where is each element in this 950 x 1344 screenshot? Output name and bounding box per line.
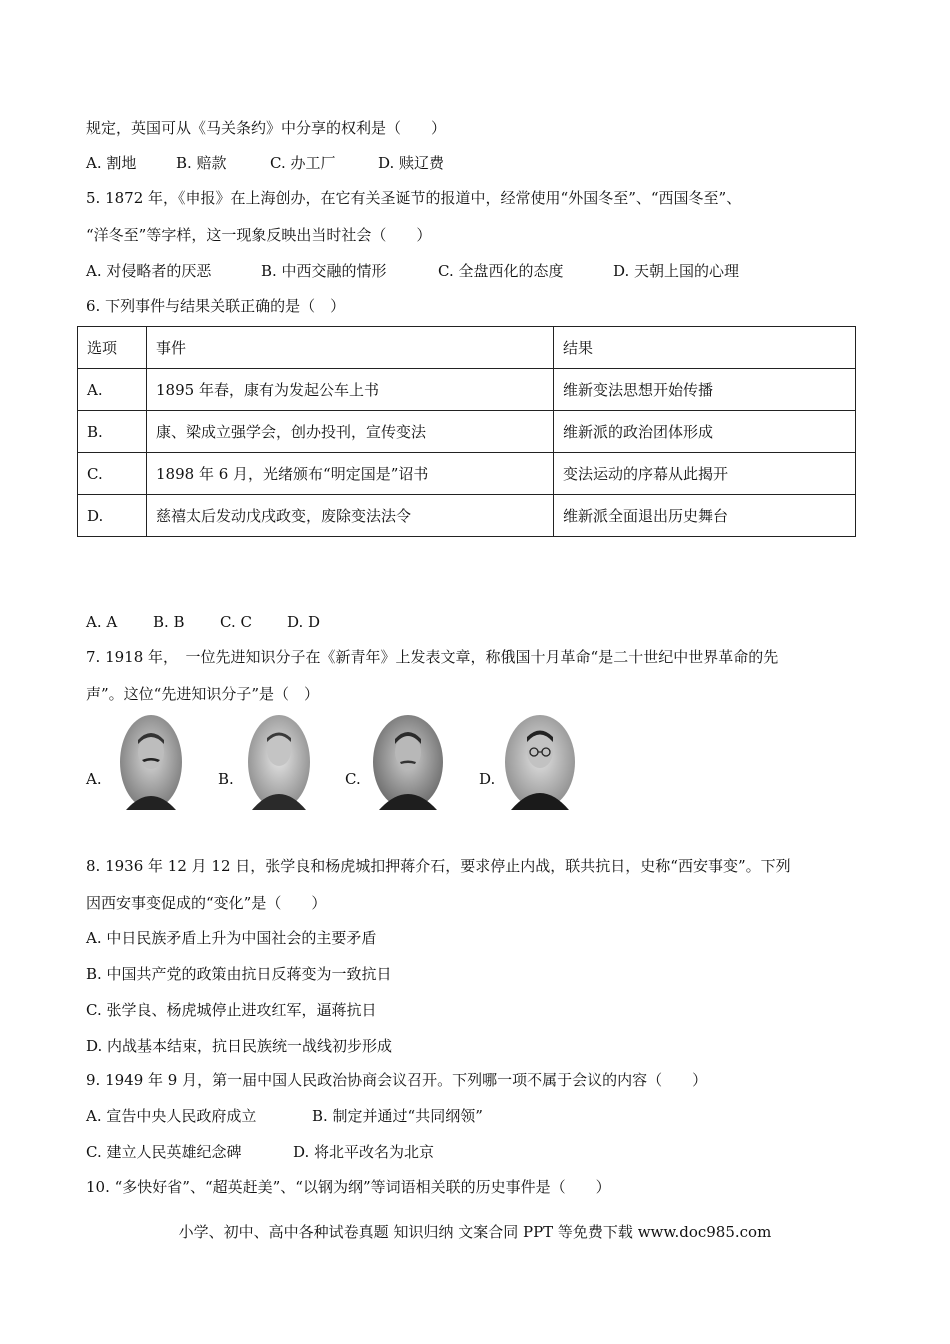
table-header-cell: 事件: [147, 327, 554, 369]
table-cell: C.: [78, 453, 147, 495]
table-header-row: [78, 327, 856, 369]
portrait-d-image: [503, 712, 577, 812]
question-4-options: [86, 153, 444, 173]
question-4-stem-tail: 规定，英国可从《马关条约》中分享的权利是（ ）: [86, 119, 447, 137]
question-7-portrait-options: [86, 712, 686, 816]
q6-option-c: C. C: [220, 613, 252, 631]
q6-option-d: D. D: [287, 613, 321, 631]
portrait-b-image: [246, 712, 312, 812]
question-9-options-row-1: [86, 1106, 483, 1126]
q6-option-a: A. A: [86, 613, 118, 631]
q7-label-a: A.: [86, 770, 102, 788]
q4-option-a: A. 割地: [86, 154, 137, 172]
table-cell: 慈禧太后发动戊戌政变，废除变法法令: [147, 495, 554, 537]
table-header-cell: 选项: [78, 327, 147, 369]
table-cell: 1895 年春，康有为发起公车上书: [147, 369, 554, 411]
question-6-stem: 6. 下列事件与结果关联正确的是（ ）: [86, 297, 346, 315]
table-row: [78, 453, 856, 495]
question-9-stem: 9. 1949 年 9 月，第一届中国人民政治协商会议召开。下列哪一项不属于会议的内容（ ）: [86, 1071, 708, 1089]
table-cell: 维新派的政治团体形成: [554, 411, 856, 453]
question-5-stem-line-2: “洋冬至”等字样，这一现象反映出当时社会（ ）: [86, 226, 432, 244]
q8-option-c: C. 张学良、杨虎城停止进攻红军，逼蒋抗日: [86, 1001, 377, 1019]
question-5-options: [86, 261, 739, 281]
table-cell: 康、梁成立强学会，创办投刊，宣传变法: [147, 411, 554, 453]
q7-label-b: B.: [218, 770, 234, 788]
portrait-a-image: [118, 712, 184, 812]
question-5-stem-line-1: 5. 1872 年，《申报》在上海创办，在它有关圣诞节的报道中，经常使用“外国冬至”、“西国冬至”、: [86, 189, 742, 207]
q9-option-c: C. 建立人民英雄纪念碑: [86, 1143, 242, 1161]
q9-option-b: B. 制定并通过“共同纲领”: [312, 1107, 483, 1125]
question-8-stem-line-2: 因西安事变促成的“变化”是（ ）: [86, 894, 327, 912]
portrait-c-image: [371, 712, 445, 812]
table-cell: 维新变法思想开始传播: [554, 369, 856, 411]
question-6-table: [77, 326, 856, 537]
q5-option-c: C. 全盘西化的态度: [438, 262, 564, 280]
question-8-stem-line-1: 8. 1936 年 12 月 12 日，张学良和杨虎城扣押蒋介石，要求停止内战，联共抗日，史称“西安事变”。下列: [86, 857, 791, 875]
question-7-stem-line-2: 声”。这位“先进知识分子”是（ ）: [86, 685, 320, 703]
question-6-options: [86, 612, 320, 632]
question-9-options-row-2: [86, 1142, 434, 1162]
question-10-stem: 10. “多快好省”、“超英赶美”、“以钢为纲”等词语相关联的历史事件是（ ）: [86, 1178, 611, 1196]
table-cell: 变法运动的序幕从此揭开: [554, 453, 856, 495]
q6-option-b: B. B: [153, 613, 185, 631]
table-row: [78, 495, 856, 537]
table-cell: A.: [78, 369, 147, 411]
q8-option-d: D. 内战基本结束，抗日民族统一战线初步形成: [86, 1037, 393, 1055]
q9-option-d: D. 将北平改名为北京: [293, 1143, 435, 1161]
question-7-stem-line-1: 7. 1918 年， 一位先进知识分子在《新青年》上发表文章，称俄国十月革命“是二十世纪中世界革命的先: [86, 648, 779, 666]
table-cell: 1898 年 6 月，光绪颁布“明定国是”诏书: [147, 453, 554, 495]
table-cell: D.: [78, 495, 147, 537]
table-row: [78, 369, 856, 411]
q9-option-a: A. 宣告中央人民政府成立: [86, 1107, 257, 1125]
q5-option-d: D. 天朝上国的心理: [613, 262, 740, 280]
q8-option-a: A. 中日民族矛盾上升为中国社会的主要矛盾: [86, 929, 377, 947]
q5-option-a: A. 对侵略者的厌恶: [86, 262, 212, 280]
q4-option-b: B. 赔款: [176, 154, 227, 172]
q7-label-c: C.: [345, 770, 361, 788]
q4-option-d: D. 赎辽费: [378, 154, 445, 172]
q5-option-b: B. 中西交融的情形: [261, 262, 387, 280]
table-cell: 维新派全面退出历史舞台: [554, 495, 856, 537]
q4-option-c: C. 办工厂: [270, 154, 336, 172]
table-row: [78, 411, 856, 453]
page-footer: 小学、初中、高中各种试卷真题 知识归纳 文案合同 PPT 等免费下载 www.doc985.com: [178, 1223, 772, 1241]
q7-label-d: D.: [479, 770, 496, 788]
q8-option-b: B. 中国共产党的政策由抗日反蒋变为一致抗日: [86, 965, 392, 983]
table-cell: B.: [78, 411, 147, 453]
table-header-cell: 结果: [554, 327, 856, 369]
